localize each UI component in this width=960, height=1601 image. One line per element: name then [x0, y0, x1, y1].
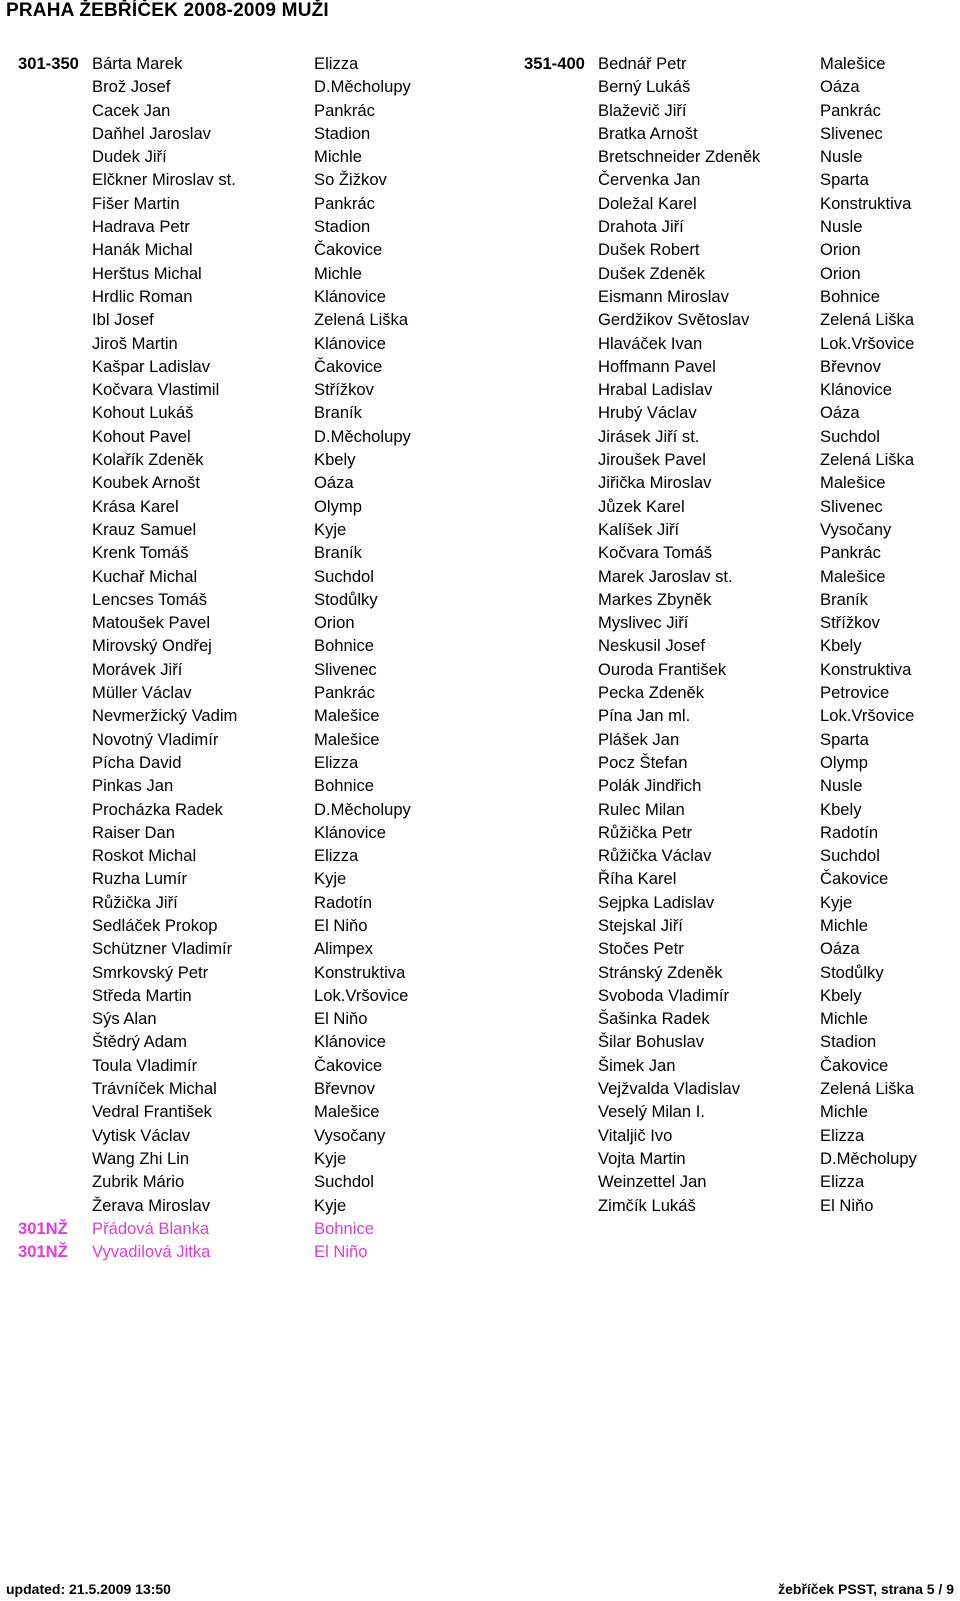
player-name: Hlaváček Ivan: [598, 333, 703, 353]
club-name: Zelená Liška: [820, 450, 915, 470]
player-name: Sýs Alan: [92, 1009, 157, 1029]
player-name: Drahota Jiří: [598, 217, 684, 237]
player-name: Krása Karel: [92, 496, 179, 516]
club-name: Elizza: [820, 1125, 865, 1145]
player-name: Pecka Zdeněk: [598, 683, 705, 703]
player-name: Stejskal Jiří: [598, 915, 683, 935]
club-name: Malešice: [820, 473, 886, 493]
club-name: Petrovice: [820, 683, 890, 703]
club-name: Stodůlky: [314, 589, 378, 609]
club-name: Klánovice: [820, 380, 892, 400]
player-name: Hrubý Václav: [598, 403, 697, 423]
club-name: Střížkov: [820, 613, 880, 633]
club-name: D.Měcholupy: [314, 426, 411, 446]
player-name: Novotný Vladimír: [92, 729, 219, 749]
club-name: Zelená Liška: [820, 310, 915, 330]
club-name: Braník: [820, 589, 868, 609]
club-name: Malešice: [820, 566, 886, 586]
club-name: Kyje: [314, 1195, 347, 1215]
player-name: Wang Zhi Lin: [92, 1148, 190, 1168]
club-name: Kbely: [820, 985, 862, 1005]
club-name: Pankrác: [314, 193, 375, 213]
player-name: Bárta Marek: [92, 54, 183, 73]
club-name: Radotín: [820, 822, 879, 842]
player-name: Hrdlic Roman: [92, 286, 193, 306]
player-name: Schützner Vladimír: [92, 939, 233, 959]
player-name: Kočvara Vlastimil: [92, 380, 220, 400]
club-name: Oáza: [820, 939, 860, 959]
club-name: Alimpex: [314, 939, 374, 959]
player-name: Bretschneider Zdeněk: [598, 147, 761, 167]
player-name: Kohout Lukáš: [92, 403, 194, 423]
club-name: Břevnov: [314, 1079, 375, 1099]
club-name: Suchdol: [820, 846, 880, 866]
club-name: Michle: [820, 915, 868, 935]
player-name: Myslivec Jiří: [598, 613, 689, 633]
club-name: Slivenec: [820, 123, 883, 143]
player-name: Bratka Arnošt: [598, 123, 698, 143]
club-name: Sparta: [820, 729, 869, 749]
club-name: D.Měcholupy: [314, 77, 411, 97]
player-name: Polák Jindřich: [598, 776, 702, 796]
club-name: Lok.Vršovice: [314, 985, 409, 1005]
club-name: Střížkov: [314, 380, 374, 400]
player-name: Jůzek Karel: [598, 496, 685, 516]
player-name: Jirásek Jiří st.: [598, 426, 700, 446]
player-name: Středa Martin: [92, 985, 192, 1005]
player-name: Markes Zbyněk: [598, 589, 712, 609]
player-name: Daňhel Jaroslav: [92, 123, 211, 143]
club-name: Vysočany: [820, 519, 892, 539]
club-name: Čakovice: [314, 356, 383, 376]
player-name: Červenka Jan: [598, 170, 701, 190]
club-name: D.Měcholupy: [820, 1148, 917, 1168]
club-name: Malešice: [314, 1102, 380, 1122]
player-name: Hanák Michal: [92, 240, 193, 260]
club-name: Bohnice: [314, 776, 374, 796]
player-name: Weinzettel Jan: [598, 1172, 707, 1192]
player-name: Šašinka Radek: [598, 1009, 710, 1029]
club-name: Lok.Vršovice: [820, 706, 915, 726]
rank-label: 351-400: [524, 54, 585, 73]
player-name: Růžička Jiří: [92, 892, 178, 912]
player-name: Bednář Petr: [598, 54, 687, 73]
player-name: Cacek Jan: [92, 100, 171, 120]
player-name: Vytisk Václav: [92, 1125, 191, 1145]
player-name: Růžička Václav: [598, 846, 712, 866]
player-name: Procházka Radek: [92, 799, 223, 819]
club-name: Braník: [314, 403, 362, 423]
club-name: Klánovice: [314, 1032, 386, 1052]
player-name: Růžička Petr: [598, 822, 693, 842]
player-name: Říha Karel: [598, 869, 677, 889]
rank-label: 301-350: [18, 54, 79, 73]
player-name: Přádová Blanka: [92, 1218, 210, 1238]
club-name: Stodůlky: [820, 962, 884, 982]
club-name: Konstruktiva: [314, 962, 406, 982]
player-name: Matoušek Pavel: [92, 613, 211, 633]
rank-label: 301NŽ: [18, 1242, 68, 1262]
player-name: Ouroda František: [598, 659, 727, 679]
club-name: Olymp: [820, 752, 868, 772]
player-name: Vejžvalda Vladislav: [598, 1079, 741, 1099]
club-name: Kbely: [820, 636, 862, 656]
player-name: Vojta Martin: [598, 1148, 686, 1168]
player-name: Doležal Karel: [598, 193, 697, 213]
club-name: Zelená Liška: [820, 1079, 915, 1099]
player-name: Kuchař Michal: [92, 566, 198, 586]
player-name: Eismann Miroslav: [598, 286, 729, 306]
player-name: Koubek Arnošt: [92, 473, 200, 493]
player-name: Elčkner Miroslav st.: [92, 170, 236, 190]
player-name: Raiser Dan: [92, 822, 176, 842]
club-name: Klánovice: [314, 822, 386, 842]
club-name: Kyje: [314, 1148, 347, 1168]
player-name: Plášek Jan: [598, 729, 680, 749]
club-name: Nusle: [820, 147, 863, 167]
player-name: Hadrava Petr: [92, 217, 190, 237]
player-name: Blaževič Jiří: [598, 100, 687, 120]
club-name: Klánovice: [314, 286, 386, 306]
player-name: Herštus Michal: [92, 263, 202, 283]
player-name: Hrabal Ladislav: [598, 380, 713, 400]
player-name: Fišer Martin: [92, 193, 180, 213]
player-name: Jiřička Miroslav: [598, 473, 712, 493]
club-name: Kyje: [314, 869, 347, 889]
club-name: Orion: [314, 613, 355, 633]
player-name: Krenk Tomáš: [92, 543, 189, 563]
club-name: Oáza: [820, 77, 860, 97]
club-name: Kbely: [314, 450, 356, 470]
club-name: Oáza: [820, 403, 860, 423]
club-name: El Niño: [314, 1242, 368, 1262]
club-name: Čakovice: [314, 240, 383, 260]
player-name: Vitaljič Ivo: [598, 1125, 673, 1145]
club-name: Elizza: [314, 846, 359, 866]
club-name: Vysočany: [314, 1125, 386, 1145]
club-name: Sparta: [820, 170, 869, 190]
club-name: Braník: [314, 543, 362, 563]
club-name: Čakovice: [314, 1055, 383, 1075]
player-name: Neskusil Josef: [598, 636, 705, 656]
player-name: Müller Václav: [92, 683, 192, 703]
player-name: Marek Jaroslav st.: [598, 566, 733, 586]
club-name: Malešice: [820, 54, 886, 73]
rank-label: 301NŽ: [18, 1218, 68, 1238]
player-name: Nevmeržický Vadim: [92, 706, 238, 726]
player-name: Žerava Miroslav: [92, 1195, 211, 1215]
club-name: Zelená Liška: [314, 310, 409, 330]
club-name: Michle: [820, 1009, 868, 1029]
club-name: Stadion: [314, 123, 371, 143]
player-name: Veselý Milan I.: [598, 1102, 705, 1122]
player-name: Jiroš Martin: [92, 333, 178, 353]
player-name: Toula Vladimír: [92, 1055, 198, 1075]
club-name: Michle: [820, 1102, 868, 1122]
club-name: Suchdol: [314, 566, 374, 586]
club-name: Slivenec: [820, 496, 883, 516]
club-name: Pankrác: [314, 683, 375, 703]
player-name: Roskot Michal: [92, 846, 197, 866]
player-name: Vedral František: [92, 1102, 212, 1122]
player-name: Vyvadilová Jitka: [92, 1242, 211, 1262]
club-name: Břevnov: [820, 356, 881, 376]
club-name: Konstruktiva: [820, 193, 912, 213]
club-name: So Žižkov: [314, 170, 387, 190]
player-name: Lencses Tomáš: [92, 589, 207, 609]
player-name: Šilar Bohuslav: [598, 1032, 705, 1052]
player-name: Stránský Zdeněk: [598, 962, 723, 982]
player-name: Smrkovský Petr: [92, 962, 209, 982]
player-name: Kalíšek Jiří: [598, 519, 680, 539]
club-name: Pankrác: [314, 100, 375, 120]
player-name: Dušek Robert: [598, 240, 700, 260]
club-name: Malešice: [314, 706, 380, 726]
club-name: Kbely: [820, 799, 862, 819]
club-name: Stadion: [314, 217, 371, 237]
player-name: Berný Lukáš: [598, 77, 691, 97]
club-name: Radotín: [314, 892, 373, 912]
club-name: Bohnice: [314, 636, 374, 656]
player-name: Kašpar Ladislav: [92, 356, 211, 376]
player-name: Jiroušek Pavel: [598, 450, 706, 470]
club-name: Čakovice: [820, 869, 889, 889]
club-name: Bohnice: [314, 1218, 374, 1238]
club-name: Pankrác: [820, 543, 881, 563]
club-name: D.Měcholupy: [314, 799, 411, 819]
player-name: Zubrik Mário: [92, 1172, 185, 1192]
player-name: Sedláček Prokop: [92, 915, 218, 935]
club-name: Michle: [314, 147, 362, 167]
club-name: Konstruktiva: [820, 659, 912, 679]
player-name: Pinkas Jan: [92, 776, 174, 796]
player-name: Kolařík Zdeněk: [92, 450, 204, 470]
player-name: Brož Josef: [92, 77, 171, 97]
player-name: Trávníček Michal: [92, 1079, 217, 1099]
player-name: Rulec Milan: [598, 799, 685, 819]
player-name: Mirovský Ondřej: [92, 636, 212, 656]
updated-timestamp: updated: 21.5.2009 13:50: [6, 1581, 171, 1597]
club-name: Orion: [820, 240, 861, 260]
player-name: Pocz Štefan: [598, 752, 688, 772]
player-name: Šimek Jan: [598, 1055, 676, 1075]
club-name: Kyje: [314, 519, 347, 539]
player-name: Gerdžikov Světoslav: [598, 310, 750, 330]
club-name: Pankrác: [820, 100, 881, 120]
club-name: Elizza: [820, 1172, 865, 1192]
club-name: Suchdol: [314, 1172, 374, 1192]
player-name: Pícha David: [92, 752, 182, 772]
club-name: Kyje: [820, 892, 853, 912]
player-name: Dudek Jiří: [92, 147, 167, 167]
club-name: Bohnice: [820, 286, 880, 306]
club-name: Olymp: [314, 496, 362, 516]
club-name: Stadion: [820, 1032, 877, 1052]
club-name: Suchdol: [820, 426, 880, 446]
player-name: Ibl Josef: [92, 310, 154, 330]
player-name: Zimčík Lukáš: [598, 1195, 696, 1215]
club-name: Nusle: [820, 776, 863, 796]
club-name: Malešice: [314, 729, 380, 749]
player-name: Pína Jan ml.: [598, 706, 691, 726]
player-name: Kohout Pavel: [92, 426, 191, 446]
player-name: Hoffmann Pavel: [598, 356, 716, 376]
club-name: Klánovice: [314, 333, 386, 353]
club-name: Orion: [820, 263, 861, 283]
club-name: Elizza: [314, 752, 359, 772]
club-name: Lok.Vršovice: [820, 333, 915, 353]
club-name: Elizza: [314, 54, 359, 73]
player-name: Svoboda Vladimír: [598, 985, 729, 1005]
page-title: PRAHA ŽEBŘÍČEK 2008-2009 MUŽI: [6, 0, 329, 21]
player-name: Stočes Petr: [598, 939, 684, 959]
club-name: El Niňo: [314, 915, 368, 935]
player-name: Sejpka Ladislav: [598, 892, 715, 912]
player-name: Ruzha Lumír: [92, 869, 187, 889]
page-number: žebříček PSST, strana 5 / 9: [778, 1581, 954, 1597]
player-name: Kočvara Tomáš: [598, 543, 713, 563]
club-name: Oáza: [314, 473, 354, 493]
player-name: Štědrý Adam: [92, 1032, 188, 1052]
player-name: Krauz Samuel: [92, 519, 197, 539]
club-name: El Niňo: [314, 1009, 368, 1029]
player-name: Dušek Zdeněk: [598, 263, 705, 283]
club-name: Nusle: [820, 217, 863, 237]
player-name: Morávek Jiří: [92, 659, 183, 679]
club-name: Čakovice: [820, 1055, 889, 1075]
club-name: Slivenec: [314, 659, 377, 679]
club-name: Michle: [314, 263, 362, 283]
club-name: El Niňo: [820, 1195, 874, 1215]
